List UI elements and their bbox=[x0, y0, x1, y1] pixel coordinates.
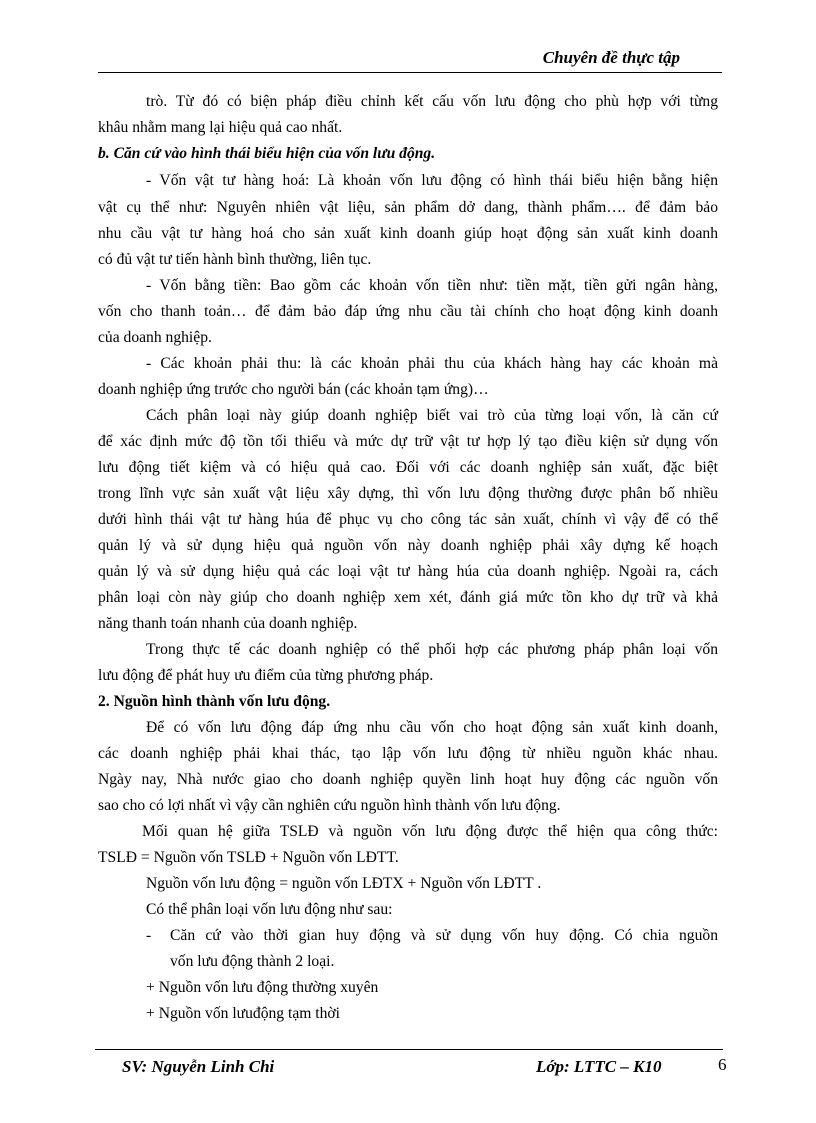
footer-student: SV: Nguyễn Linh Chi bbox=[122, 1057, 275, 1076]
text-line: vốn cho thanh toản… để đảm bảo đáp ứng nhu cầu tài chính cho hoạt động kinh doanh bbox=[98, 303, 718, 320]
section-heading-b: b. Căn cứ vào hình thái biểu hiện của vốn lưu động. bbox=[98, 145, 436, 162]
footer-class: Lớp: LTTC – K10 bbox=[536, 1057, 662, 1076]
text-line: Cách phân loại này giúp doanh nghiệp biết vai trò của từng loại vốn, là căn cứ bbox=[146, 407, 718, 424]
text-line: vốn lưu động thành 2 loại. bbox=[170, 953, 335, 970]
text-line: khâu nhằm mang lại hiệu quả cao nhất. bbox=[98, 119, 343, 136]
footer-rule bbox=[95, 1049, 723, 1050]
text-line: có đủ vật tư tiến hành bình thường, liên tục. bbox=[98, 251, 372, 268]
formula-line: Nguồn vốn lưu động = nguồn vốn LĐTX + Nguồn vốn LĐTT . bbox=[146, 875, 542, 892]
text-line: Có thể phân loại vốn lưu động như sau: bbox=[146, 901, 393, 918]
text-line: Mối quan hệ giữa TSLĐ và nguồn vốn lưu động được thể hiện qua công thức: bbox=[142, 823, 718, 840]
section-heading-2: 2. Nguồn hình thành vốn lưu động. bbox=[98, 693, 331, 710]
list-item: + Nguồn vốn lưuđộng tạm thời bbox=[146, 1005, 340, 1022]
text-line: trong lĩnh vực sản xuất vật liệu xây dựng, thì vốn lưu động thường được phân bố nhiều bbox=[98, 485, 718, 502]
text-line: Trong thực tế các doanh nghiệp có thể phối hợp các phương pháp phân loại vốn bbox=[146, 641, 718, 658]
bullet-dash: - bbox=[146, 927, 152, 944]
text-line: của doanh nghiệp. bbox=[98, 329, 212, 346]
text-line: phân loại còn này giúp cho doanh nghiệp xem xét, đánh giá mức tồn kho dự trữ và khả bbox=[98, 589, 718, 606]
text-line: lưu động để phát huy ưu điểm của từng phương pháp. bbox=[98, 667, 434, 684]
text-line: nhu cầu vật tư hàng hoá cho sản xuất kinh doanh giúp hoạt động sản xuất kinh doanh bbox=[98, 225, 718, 242]
page-header bbox=[98, 48, 722, 73]
text-line: quản lý và sử dụng hiệu quả các loại vật tư hàng húa của doanh nghiệp. Ngoài ra, cách bbox=[98, 563, 718, 580]
text-line: doanh nghiệp ứng trước cho người bán (các khoản tạm ứng)… bbox=[98, 381, 489, 398]
text-line: sao cho có lợi nhất vì vậy cần nghiên cứu nguồn hình thành vốn lưu động. bbox=[98, 797, 561, 814]
formula-line: TSLĐ = Nguồn vốn TSLĐ + Nguồn vốn LĐTT. bbox=[98, 849, 399, 866]
text-line: để xác định mức độ tồn tối thiểu và mức dự trữ vật tư hợp lý tạo điều kiện sử dụng vốn bbox=[98, 433, 718, 450]
list-item: + Nguồn vốn lưu động thường xuyên bbox=[146, 979, 379, 996]
text-line: - Vốn bằng tiền: Bao gồm các khoản vốn tiền như: tiền mặt, tiền gửi ngân hàng, bbox=[146, 277, 718, 294]
text-line: Ngày nay, Nhà nước giao cho doanh nghiệp quyền linh hoạt huy động các nguồn vốn bbox=[98, 771, 718, 788]
text-line: lưu động tiết kiệm và có hiệu quả cao. Đối với các doanh nghiệp sản xuất, đặc biệt bbox=[98, 459, 718, 476]
page-number: 6 bbox=[718, 1055, 727, 1074]
header-title: Chuyên đề thực tập bbox=[542, 48, 680, 67]
text-line: các doanh nghiệp phải khai thác, tạo lập vốn lưu động từ nhiều nguồn khác nhau. bbox=[98, 745, 718, 762]
text-line: - Vốn vật tư hàng hoá: Là khoản vốn lưu động có hình thái biểu hiện bằng hiện bbox=[146, 172, 718, 189]
text-line: quản lý và sử dụng hiệu quả nguồn vốn này doanh nghiệp phải xây dựng kế hoạch bbox=[98, 537, 718, 554]
text-line: Để có vốn lưu động đáp ứng nhu cầu vốn cho hoạt động sản xuất kinh doanh, bbox=[146, 719, 718, 736]
text-line: năng thanh toán nhanh của doanh nghiệp. bbox=[98, 615, 358, 632]
text-line: vật cụ thể như: Nguyên nhiên vật liệu, sản phẩm dở dang, thành phẩm…. để đảm bảo bbox=[98, 199, 718, 216]
text-line: - Các khoản phải thu: là các khoản phải thu của khách hàng hay các khoản mà bbox=[146, 355, 718, 372]
text-line: Căn cứ vào thời gian huy động và sử dụng vốn huy động. Có chia nguồn bbox=[170, 927, 718, 944]
text-line: trò. Từ đó có biện pháp điều chỉnh kết cấu vốn lưu động cho phù hợp với từng bbox=[146, 93, 718, 110]
text-line: dưới hình thái vật tư hàng húa để phục vụ cho công tác sản xuất, chính vì vậy để có thể bbox=[98, 511, 718, 528]
